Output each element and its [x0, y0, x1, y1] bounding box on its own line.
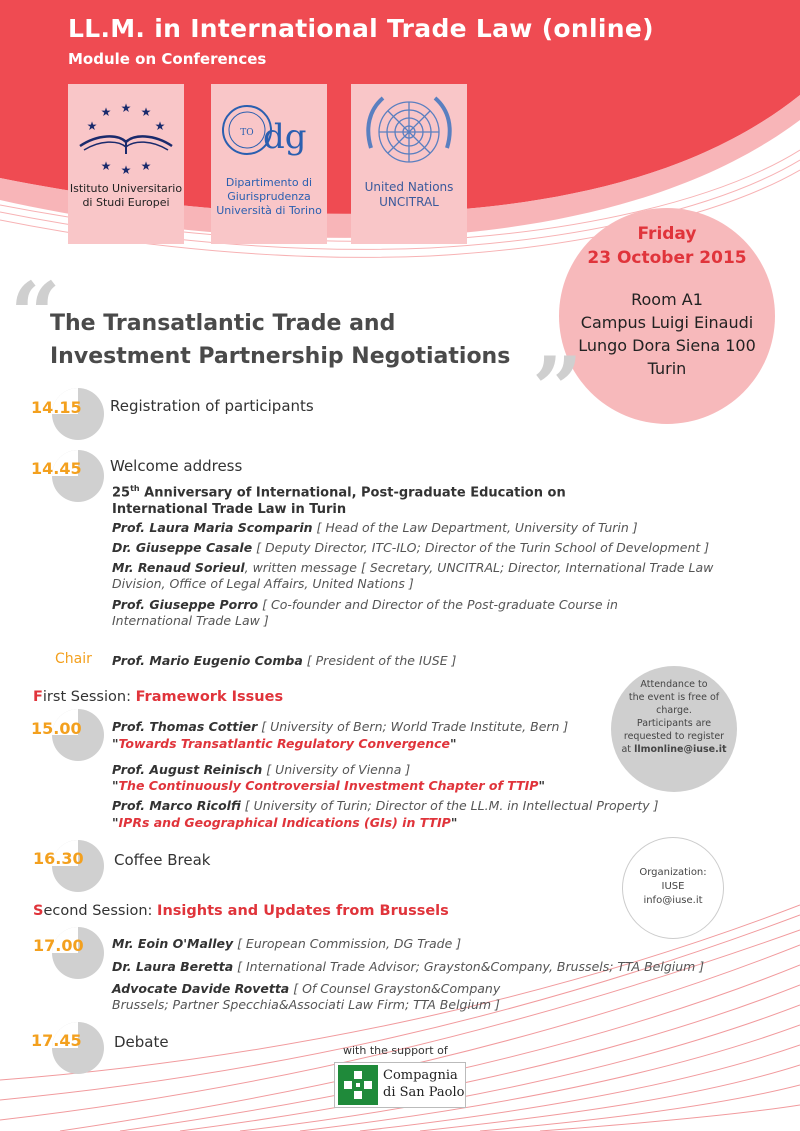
- session-1-talk-title: "Towards Transatlantic Regulatory Convergence": [112, 736, 457, 751]
- page-title: LL.M. in International Trade Law (online): [68, 14, 654, 43]
- event-day: Friday: [637, 224, 697, 244]
- dg-mark: dg: [263, 117, 307, 157]
- attendance-line: Participants are: [636, 718, 712, 729]
- venue-room: Room A1: [631, 290, 703, 309]
- chair-label: Chair: [55, 651, 92, 667]
- dg-logo-icon: [211, 92, 327, 172]
- united-nations-emblem-icon: [351, 88, 467, 178]
- support-label: with the support of: [343, 1044, 448, 1057]
- event-date: 23 October 2015: [587, 248, 747, 268]
- session-2-speaker: Mr. Eoin O'Malley [ European Commission, DG Trade ]: [112, 936, 462, 951]
- venue-city: Turin: [647, 359, 687, 378]
- venue-street: Lungo Dora Siena 100: [578, 336, 756, 355]
- logo-caption-line: Giurisprudenza: [227, 190, 311, 203]
- event-date-circle: [559, 208, 775, 424]
- conference-title: [50, 307, 510, 373]
- svg-text:TO: TO: [240, 128, 254, 138]
- svg-text:★: ★: [140, 105, 152, 119]
- svg-text:★: ★: [100, 105, 112, 119]
- logo-caption-line: Dipartimento di: [225, 176, 313, 189]
- organization-name: IUSE: [661, 881, 685, 892]
- svg-text:★: ★: [140, 159, 152, 173]
- time-registration: 14.15: [31, 398, 82, 417]
- registration-label: Registration of participants: [110, 397, 314, 415]
- chair-speaker: Prof. Mario Eugenio Comba [ President of the IUSE ]: [112, 653, 457, 668]
- time-welcome: 14.45: [31, 459, 82, 478]
- session-1-heading: First Session: Framework Issues: [33, 689, 284, 705]
- session-2-heading: Second Session: Insights and Updates from Brussels: [33, 903, 449, 919]
- anniv-ordinal: 25: [112, 485, 131, 501]
- svg-text:★: ★: [154, 119, 166, 133]
- session-1-talk-title: "The Continuously Controversial Investment Chapter of TTIP": [112, 778, 545, 793]
- attendance-line: requested to register: [623, 731, 725, 742]
- session-1-speaker: Prof. Thomas Cottier [ University of Bern; World Trade Institute, Bern ]: [112, 719, 569, 734]
- attendance-line: at: [621, 744, 632, 755]
- organization-note: Organization: IUSE info@iuse.it: [622, 837, 724, 939]
- welcome-speaker: Mr. Renaud Sorieul, written message [ Secretary, UNCITRAL; Director, International Trade Law Division, Office of Legal Affairs, United Nations ]: [112, 560, 714, 591]
- attendance-email[interactable]: llmonline@iuse.it: [634, 744, 727, 755]
- anniv-line1: Anniversary of International, Post-graduate Education on: [144, 485, 566, 501]
- time-session-2: 17.00: [33, 936, 84, 955]
- organization-label: Organization: [639, 867, 704, 878]
- session-1-speaker: Prof. August Reinisch [ University of Vienna ]: [112, 762, 411, 777]
- attendance-line: charge.: [656, 705, 692, 716]
- logo-caption-line: UNCITRAL: [379, 195, 439, 209]
- session-1-speaker: Prof. Marco Ricolfi [ University of Turin; Director of the LL.M. in Intellectual Property ]: [112, 798, 659, 813]
- conference-title-line: Investment Partnership Negotiations: [50, 344, 511, 369]
- svg-text:★: ★: [100, 159, 112, 173]
- svg-text:★: ★: [86, 119, 98, 133]
- anniv-sup: th: [130, 484, 140, 493]
- attendance-line: the event is free of: [628, 692, 720, 703]
- debate-label: Debate: [114, 1033, 169, 1051]
- conference-title-line: The Transatlantic Trade and: [50, 311, 396, 336]
- attendance-note: [611, 666, 737, 792]
- logo-dg: [211, 84, 327, 244]
- time-coffee: 16.30: [33, 849, 84, 868]
- organization-email[interactable]: info@iuse.it: [643, 895, 703, 906]
- sponsor-line: Compagnia: [383, 1068, 458, 1083]
- anniv-line2: International Trade Law in Turin: [112, 502, 347, 518]
- welcome-speaker: Prof. Giuseppe Porro [ Co-founder and Director of the Post-graduate Course in International Trade Law ]: [112, 597, 618, 628]
- sponsor-logo: [334, 1062, 466, 1108]
- logo-caption-line: di Studi Europei: [82, 196, 170, 209]
- page-subtitle: Module on Conferences: [68, 50, 267, 68]
- anniversary-heading: [112, 480, 566, 518]
- coffee-label: Coffee Break: [114, 851, 211, 869]
- iuse-stars-book-icon: [68, 90, 184, 180]
- close-quote-icon: ”: [532, 337, 583, 441]
- time-session-1: 15.00: [31, 719, 82, 738]
- time-debate: 17.45: [31, 1031, 82, 1050]
- svg-text:★: ★: [120, 163, 132, 177]
- logo-caption-line: Istituto Universitario: [69, 182, 183, 195]
- logo-caption-line: United Nations: [364, 180, 454, 194]
- compagnia-san-paolo-icon: [338, 1065, 378, 1105]
- welcome-label: Welcome address: [110, 457, 243, 475]
- sponsor-line: di San Paolo: [383, 1085, 465, 1100]
- logo-caption-line: Università di Torino: [216, 204, 322, 217]
- session-2-speaker: Advocate Davide Rovetta [ Of Counsel Grayston&Company Brussels; Partner Specchia&Associati Law Firm; TTA Belgium ]: [112, 981, 501, 1012]
- venue-campus: Campus Luigi Einaudi: [580, 313, 754, 332]
- logo-iuse: [68, 84, 184, 244]
- session-2-speaker: Dr. Laura Beretta [ International Trade Advisor; Grayston&Company, Brussels; TTA Belgium ]: [112, 959, 705, 974]
- svg-text:★: ★: [120, 101, 132, 115]
- attendance-line: Attendance to: [640, 679, 708, 690]
- logo-uncitral: [351, 84, 467, 244]
- open-quote-icon: “: [10, 262, 61, 366]
- welcome-speaker: Dr. Giuseppe Casale [ Deputy Director, ITC-ILO; Director of the Turin School of Development ]: [112, 540, 710, 555]
- welcome-speaker: Prof. Laura Maria Scomparin [ Head of the Law Department, University of Turin ]: [112, 520, 638, 535]
- session-1-talk-title: "IPRs and Geographical Indications (GIs) in TTIP": [112, 815, 458, 830]
